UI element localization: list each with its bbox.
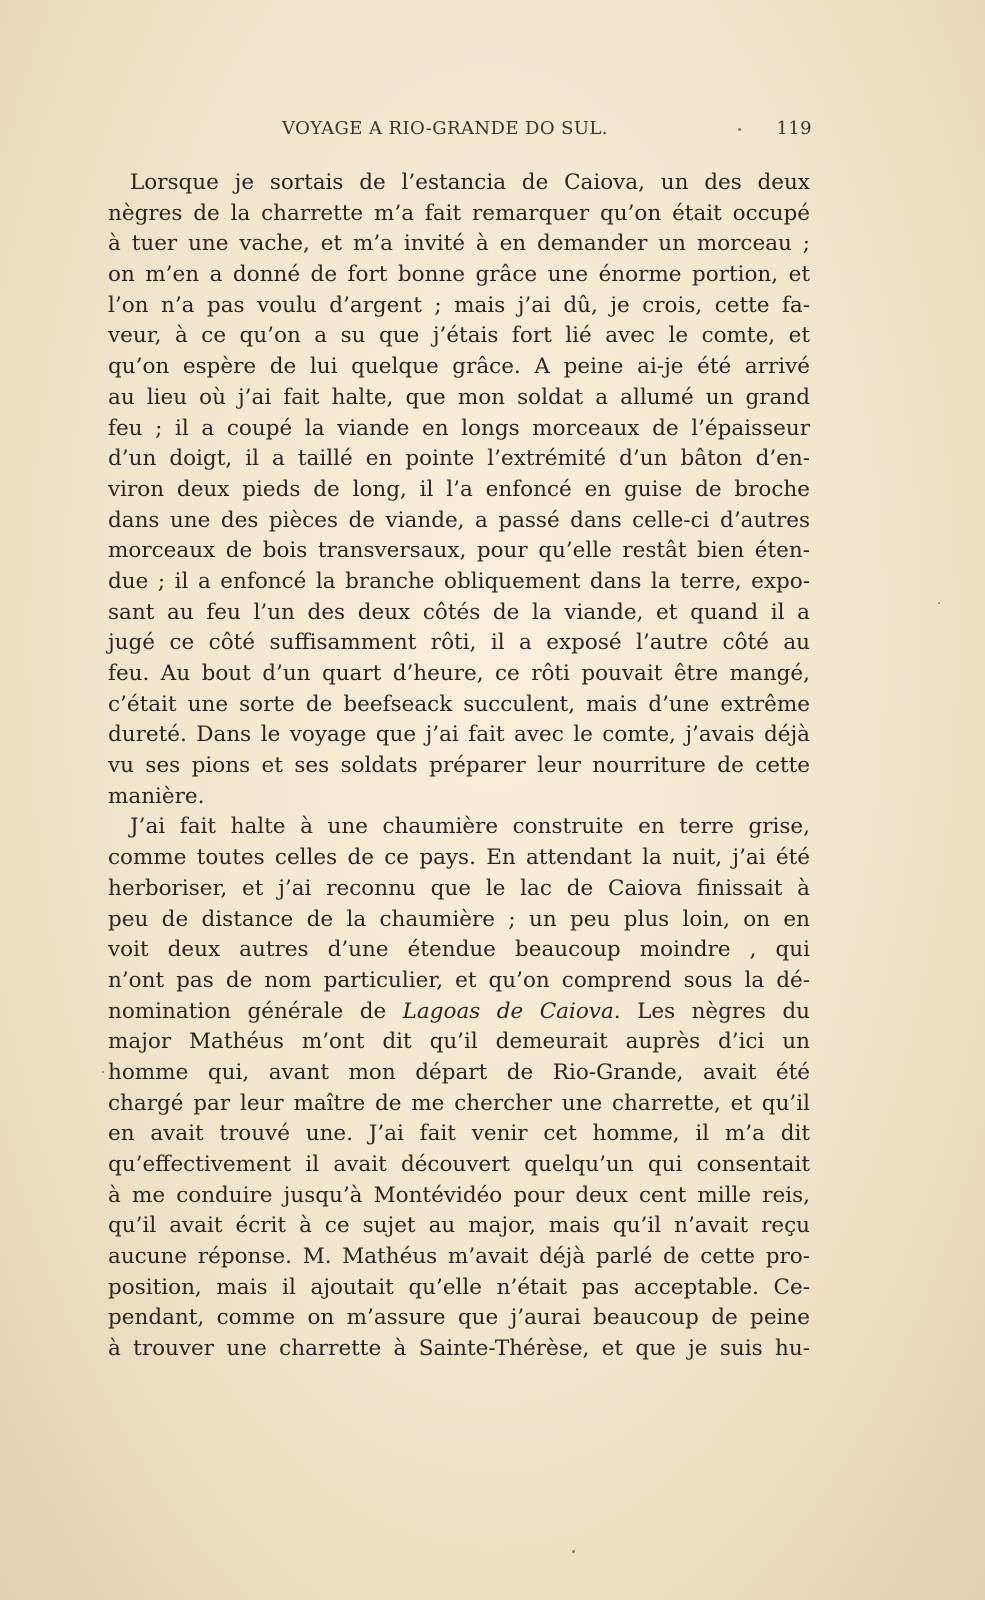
text-line: qu’il avait écrit à ce sujet au major, mais qu’il n’avait reçu xyxy=(108,1213,810,1239)
text-line: à trouver une charrette à Sainte-Thérèse, et que je suis hu- xyxy=(108,1336,810,1362)
page-number: 119 xyxy=(776,118,812,139)
text-line: voit deux autres d’une étendue beaucoup moindre , qui xyxy=(108,937,810,963)
text-line: l’on n’a pas voulu d’argent ; mais j’ai dû, je crois, cette fa- xyxy=(108,292,810,318)
paper-speck xyxy=(572,1550,575,1553)
text-line: herboriser, et j’ai reconnu que le lac de Caiova finissait à xyxy=(108,875,810,901)
text-line: qu’effectivement il avait découvert quelqu’un qui consentait xyxy=(108,1152,810,1177)
paper-speck xyxy=(938,602,940,604)
text-line: n’ont pas de nom particulier, et qu’on comprend sous la dé- xyxy=(108,967,810,993)
paper-speck xyxy=(738,128,741,131)
text-segment: Les nègres du xyxy=(637,998,811,1024)
text-line: pendant, comme on m’assure que j’aurai beaucoup de peine xyxy=(108,1305,810,1331)
text-line: on m’en a donné de fort bonne grâce une énorme portion, et xyxy=(108,262,810,288)
text-line: homme qui, avant mon départ de Rio-Grande, avait été xyxy=(108,1059,810,1085)
text-line: comme toutes celles de ce pays. En attendant la nuit, j’ai été xyxy=(108,845,810,871)
text-line: qu’on espère de lui quelque grâce. A peine ai-je été arrivé xyxy=(108,354,810,380)
text-line: dans une des pièces de viande, a passé dans celle-ci d’autres xyxy=(108,507,810,533)
running-head-title: VOYAGE A RIO-GRANDE DO SUL. xyxy=(282,118,608,139)
paper-speck xyxy=(102,1071,104,1073)
text-line: manière. xyxy=(108,783,205,809)
text-line: jugé ce côté suffisamment rôti, il a exposé l’autre côté au xyxy=(108,630,810,656)
text-line: J’ai fait halte à une chaumière construite en terre grise, xyxy=(130,814,810,840)
running-head xyxy=(282,118,812,146)
text-line: peu de distance de la chaumière ; un peu plus loin, on en xyxy=(108,906,810,932)
text-line: morceaux de bois transversaux, pour qu’elle restât bien éten- xyxy=(108,538,810,564)
text-line: à tuer une vache, et m’a invité à en demander un morceau ; xyxy=(108,231,810,257)
text-line-mixed xyxy=(108,997,810,1028)
text-line: à me conduire jusqu’à Montévidéo pour deux cent mille reis, xyxy=(108,1182,810,1208)
text-line: au lieu où j’ai fait halte, que mon soldat a allumé un grand xyxy=(108,384,810,410)
text-line: viron deux pieds de long, il l’a enfoncé en guise de broche xyxy=(108,476,810,502)
text-line: vu ses pions et ses soldats préparer leur nourriture de cette xyxy=(108,753,810,779)
text-line: due ; il a enfoncé la branche obliquement dans la terre, expo- xyxy=(108,568,810,594)
text-line: nègres de la charrette m’a fait remarquer qu’on était occupé xyxy=(108,200,810,226)
text-line: position, mais il ajoutait qu’elle n’était pas acceptable. Ce- xyxy=(108,1274,810,1300)
text-line: Lorsque je sortais de l’estancia de Caiova, un des deux xyxy=(130,170,810,195)
body-text xyxy=(108,168,810,1365)
text-line: c’était une sorte de beefseack succulent, mais d’une extrême xyxy=(108,691,810,717)
text-line: feu. Au bout d’un quart d’heure, ce rôti pouvait être mangé, xyxy=(108,661,810,686)
text-segment: nomination générale de xyxy=(108,998,387,1024)
text-line: sant au feu l’un des deux côtés de la viande, et quand il a xyxy=(108,599,810,625)
text-line: major Mathéus m’ont dit qu’il demeurait auprès d’ici un xyxy=(108,1029,810,1055)
text-line: aucune réponse. M. Mathéus m’avait déjà parlé de cette pro- xyxy=(108,1244,810,1270)
text-line: dureté. Dans le voyage que j’ai fait avec le comte, j’avais déjà xyxy=(108,722,810,748)
text-line: feu ; il a coupé la viande en longs morceaux de l’épaisseur xyxy=(108,415,810,441)
text-line: d’un doigt, il a taillé en pointe l’extrémité d’un bâton d’en- xyxy=(108,446,810,472)
text-line: en avait trouvé une. J’ai fait venir cet homme, il m’a dit xyxy=(108,1121,810,1147)
text-line: chargé par leur maître de me chercher une charrette, et qu’il xyxy=(108,1090,810,1116)
text-line: veur, à ce qu’on a su que j’étais fort lié avec le comte, et xyxy=(108,323,810,349)
italic-place-name: Lagoas de Caiova. xyxy=(402,998,621,1024)
